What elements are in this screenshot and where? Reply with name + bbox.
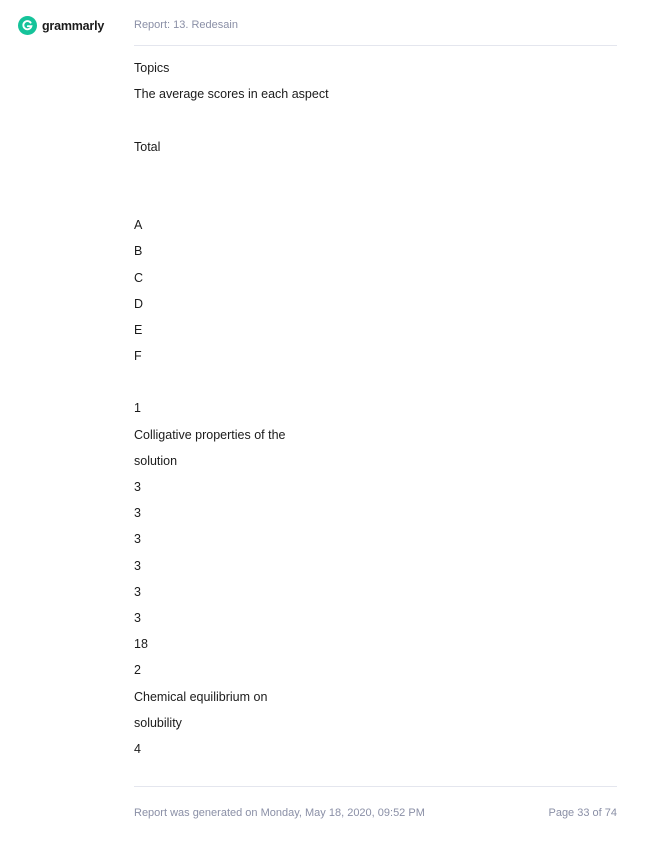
page-number: Page 33 of 74: [548, 807, 617, 819]
footer-divider: [134, 786, 617, 787]
blank-line: [134, 373, 614, 399]
text-line: C: [134, 270, 144, 285]
text-line: Colligative properties of the: [134, 427, 286, 442]
text-line: 3: [134, 558, 141, 573]
document-body: [134, 59, 614, 766]
generation-timestamp: Report was generated on Monday, May 18, 2020, 09:52 PM: [134, 807, 425, 819]
blank-line: [134, 190, 614, 216]
text-line: B: [134, 244, 143, 259]
text-line: 3: [134, 584, 141, 599]
grammarly-logo: [18, 16, 104, 35]
text-line: solution: [134, 453, 178, 468]
header-divider: [134, 45, 617, 46]
text-line: 1: [134, 401, 141, 416]
text-line: solubility: [134, 715, 182, 730]
text-line: Chemical equilibrium on: [134, 689, 268, 704]
text-line: 18: [134, 637, 148, 652]
text-line: F: [134, 349, 142, 364]
text-line: Total: [134, 139, 161, 154]
report-title: Report: 13. Redesain: [134, 19, 238, 31]
blank-line: [134, 111, 614, 137]
text-line: 3: [134, 610, 141, 625]
text-line: A: [134, 218, 143, 233]
text-line: 4: [134, 741, 141, 756]
blank-line: [134, 164, 614, 190]
text-line: D: [134, 296, 144, 311]
text-line: 3: [134, 532, 141, 547]
text-line: 3: [134, 506, 141, 521]
text-line: Topics: [134, 61, 170, 75]
text-line: E: [134, 322, 143, 337]
grammarly-g-icon: [18, 16, 37, 35]
text-line: The average scores in each aspect: [134, 87, 329, 102]
text-line: 2: [134, 663, 141, 678]
brand-name: grammarly: [42, 18, 105, 33]
text-line: 3: [134, 480, 141, 494]
